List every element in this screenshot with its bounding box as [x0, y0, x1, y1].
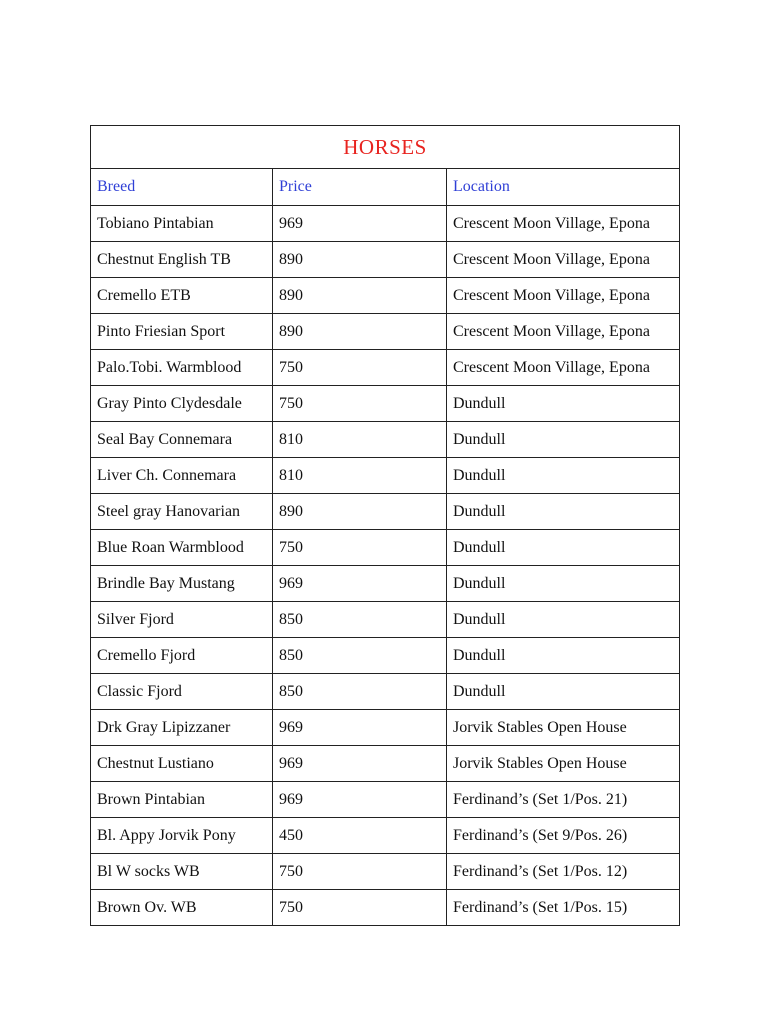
cell-price: 890 [273, 494, 447, 530]
cell-breed: Drk Gray Lipizzaner [91, 710, 273, 746]
header-breed: Breed [91, 169, 273, 206]
cell-price: 810 [273, 458, 447, 494]
cell-breed: Seal Bay Connemara [91, 422, 273, 458]
cell-location: Crescent Moon Village, Epona [447, 242, 680, 278]
table-row [91, 242, 680, 278]
cell-location: Crescent Moon Village, Epona [447, 350, 680, 386]
table-row [91, 782, 680, 818]
table-row [91, 494, 680, 530]
cell-price: 890 [273, 314, 447, 350]
cell-location: Dundull [447, 674, 680, 710]
table-row [91, 674, 680, 710]
cell-location: Crescent Moon Village, Epona [447, 278, 680, 314]
cell-price: 750 [273, 854, 447, 890]
cell-breed: Blue Roan Warmblood [91, 530, 273, 566]
cell-location: Ferdinand’s (Set 9/Pos. 26) [447, 818, 680, 854]
header-location: Location [447, 169, 680, 206]
cell-breed: Liver Ch. Connemara [91, 458, 273, 494]
cell-location: Ferdinand’s (Set 1/Pos. 12) [447, 854, 680, 890]
table-row [91, 422, 680, 458]
cell-location: Dundull [447, 530, 680, 566]
table-body [91, 206, 680, 926]
cell-price: 750 [273, 350, 447, 386]
cell-location: Dundull [447, 458, 680, 494]
cell-location: Dundull [447, 638, 680, 674]
table-row [91, 818, 680, 854]
cell-price: 969 [273, 710, 447, 746]
cell-breed: Pinto Friesian Sport [91, 314, 273, 350]
cell-location: Jorvik Stables Open House [447, 710, 680, 746]
cell-location: Dundull [447, 602, 680, 638]
cell-breed: Silver Fjord [91, 602, 273, 638]
table-row [91, 206, 680, 242]
table-row [91, 638, 680, 674]
cell-location: Crescent Moon Village, Epona [447, 206, 680, 242]
cell-price: 850 [273, 602, 447, 638]
cell-breed: Cremello Fjord [91, 638, 273, 674]
table-row [91, 530, 680, 566]
cell-breed: Bl W socks WB [91, 854, 273, 890]
cell-price: 969 [273, 206, 447, 242]
cell-breed: Gray Pinto Clydesdale [91, 386, 273, 422]
cell-breed: Chestnut Lustiano [91, 746, 273, 782]
cell-price: 750 [273, 530, 447, 566]
cell-breed: Bl. Appy Jorvik Pony [91, 818, 273, 854]
cell-location: Ferdinand’s (Set 1/Pos. 15) [447, 890, 680, 926]
horses-table [90, 125, 680, 926]
table-title: HORSES [91, 126, 680, 169]
table-row [91, 566, 680, 602]
cell-price: 750 [273, 386, 447, 422]
table-row [91, 350, 680, 386]
cell-price: 450 [273, 818, 447, 854]
cell-location: Dundull [447, 494, 680, 530]
cell-breed: Steel gray Hanovarian [91, 494, 273, 530]
table-row [91, 314, 680, 350]
cell-price: 969 [273, 782, 447, 818]
cell-price: 969 [273, 746, 447, 782]
cell-price: 890 [273, 242, 447, 278]
cell-breed: Brown Pintabian [91, 782, 273, 818]
header-price: Price [273, 169, 447, 206]
cell-breed: Chestnut English TB [91, 242, 273, 278]
table-row [91, 746, 680, 782]
cell-price: 750 [273, 890, 447, 926]
cell-price: 850 [273, 674, 447, 710]
table-row [91, 890, 680, 926]
table-row [91, 602, 680, 638]
table-row [91, 710, 680, 746]
table-title-row [91, 126, 680, 169]
cell-location: Dundull [447, 422, 680, 458]
table-header-row [91, 169, 680, 206]
cell-breed: Tobiano Pintabian [91, 206, 273, 242]
cell-location: Dundull [447, 566, 680, 602]
cell-price: 890 [273, 278, 447, 314]
cell-location: Crescent Moon Village, Epona [447, 314, 680, 350]
cell-breed: Cremello ETB [91, 278, 273, 314]
cell-breed: Palo.Tobi. Warmblood [91, 350, 273, 386]
table-row [91, 458, 680, 494]
cell-price: 969 [273, 566, 447, 602]
cell-location: Dundull [447, 386, 680, 422]
cell-price: 810 [273, 422, 447, 458]
cell-price: 850 [273, 638, 447, 674]
cell-breed: Brown Ov. WB [91, 890, 273, 926]
cell-breed: Brindle Bay Mustang [91, 566, 273, 602]
table-row [91, 386, 680, 422]
cell-location: Ferdinand’s (Set 1/Pos. 21) [447, 782, 680, 818]
cell-location: Jorvik Stables Open House [447, 746, 680, 782]
table-row [91, 278, 680, 314]
table-row [91, 854, 680, 890]
cell-breed: Classic Fjord [91, 674, 273, 710]
